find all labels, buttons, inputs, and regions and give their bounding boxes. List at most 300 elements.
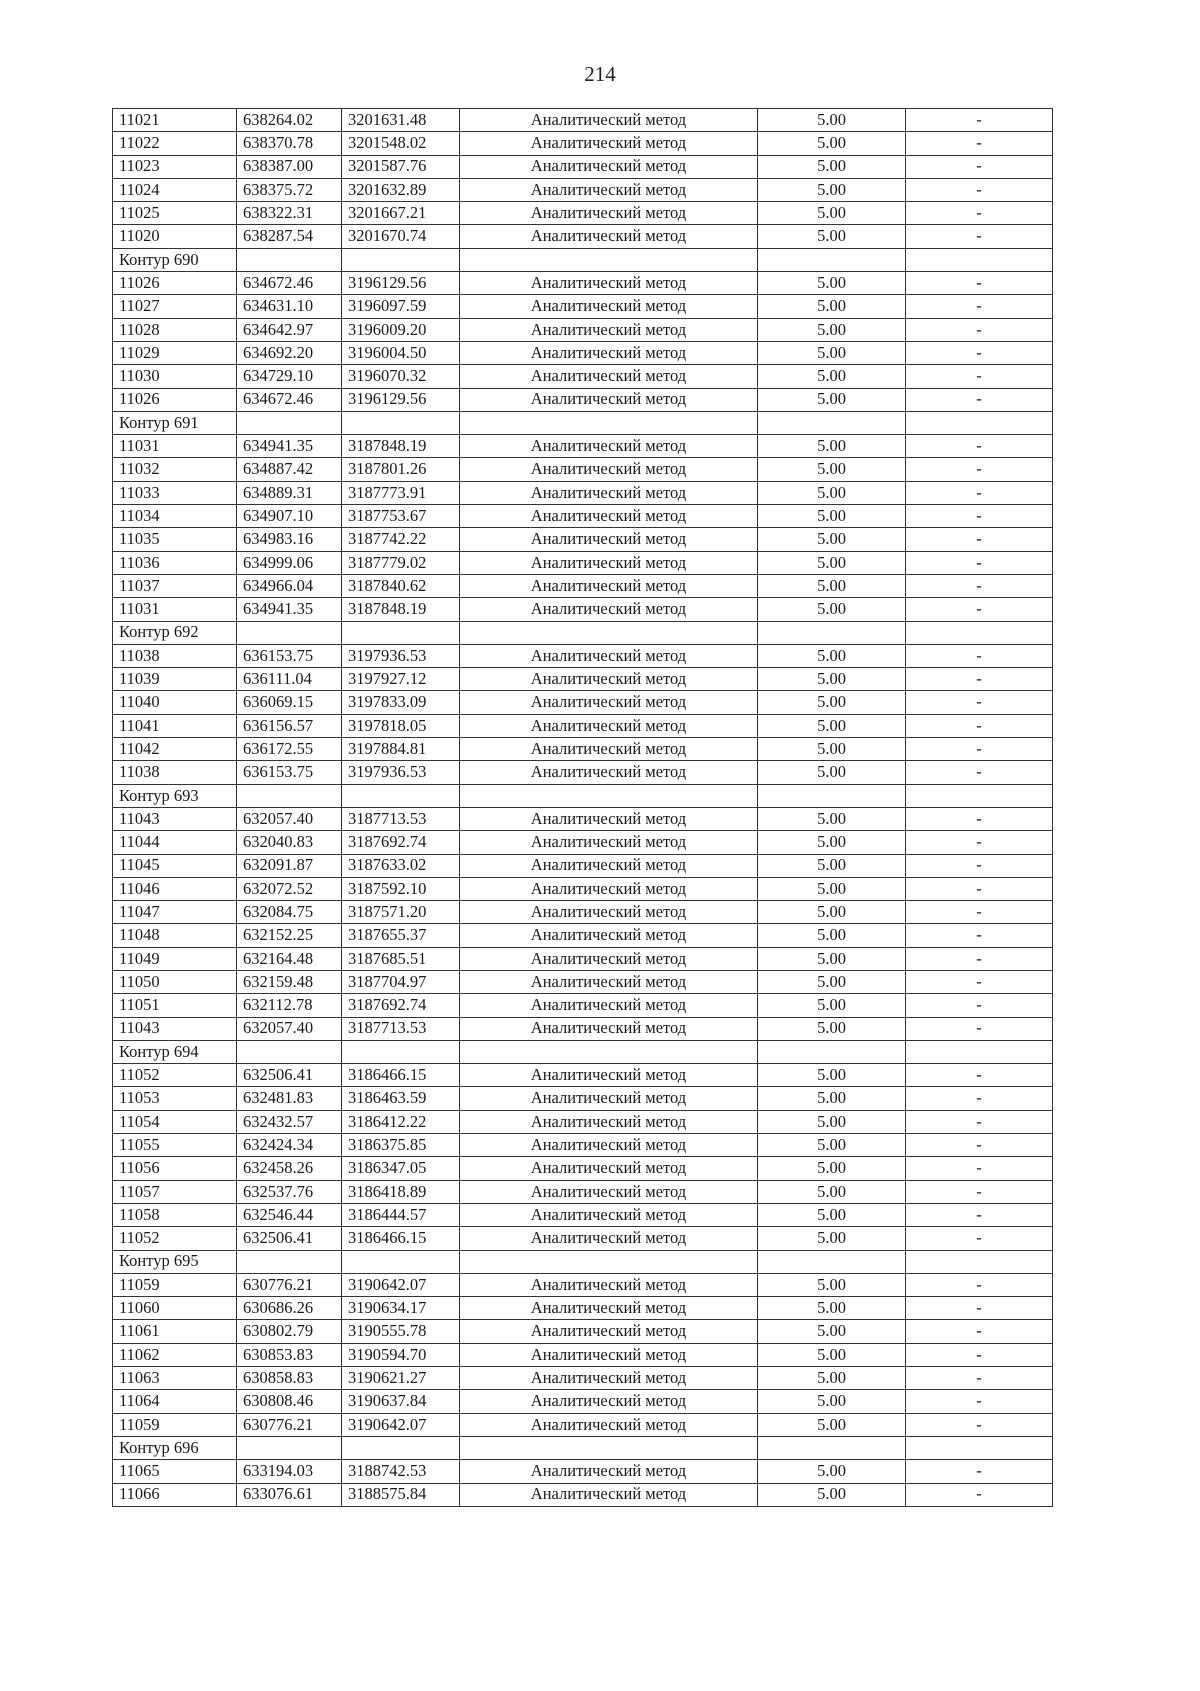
x-coordinate-cell: 630858.83	[237, 1367, 342, 1390]
accuracy-value-cell: 5.00	[758, 1180, 906, 1203]
x-coordinate-cell: 633194.03	[237, 1460, 342, 1483]
accuracy-value-cell: 5.00	[758, 1203, 906, 1226]
accuracy-value-cell: 5.00	[758, 691, 906, 714]
accuracy-value-cell: 5.00	[758, 505, 906, 528]
accuracy-value-cell: 5.00	[758, 1460, 906, 1483]
method-cell: Аналитический метод	[460, 1110, 758, 1133]
point-number-cell: 11032	[113, 458, 237, 481]
y-coordinate-cell: 3190642.07	[342, 1273, 460, 1296]
x-coordinate-cell: 634966.04	[237, 574, 342, 597]
y-coordinate-cell: 3186375.85	[342, 1134, 460, 1157]
point-number-cell: 11059	[113, 1413, 237, 1436]
x-coordinate-cell: 630776.21	[237, 1413, 342, 1436]
y-coordinate-cell: 3197927.12	[342, 668, 460, 691]
point-number-cell: 11052	[113, 1227, 237, 1250]
empty-cell	[342, 784, 460, 807]
contour-label: Контур 692	[113, 621, 237, 644]
table-row	[113, 481, 1053, 504]
contour-label: Контур 693	[113, 784, 237, 807]
accuracy-value-cell: 5.00	[758, 202, 906, 225]
point-number-cell: 11031	[113, 598, 237, 621]
table-row	[113, 109, 1053, 132]
point-number-cell: 11046	[113, 877, 237, 900]
point-number-cell: 11042	[113, 738, 237, 761]
empty-value-cell: -	[906, 807, 1053, 830]
point-number-cell: 11022	[113, 132, 237, 155]
empty-cell	[758, 1040, 906, 1063]
method-cell: Аналитический метод	[460, 1157, 758, 1180]
accuracy-value-cell: 5.00	[758, 1157, 906, 1180]
coordinates-table-body	[113, 109, 1053, 1507]
point-number-cell: 11043	[113, 1017, 237, 1040]
method-cell: Аналитический метод	[460, 1203, 758, 1226]
method-cell: Аналитический метод	[460, 551, 758, 574]
y-coordinate-cell: 3186444.57	[342, 1203, 460, 1226]
table-row	[113, 318, 1053, 341]
x-coordinate-cell: 634907.10	[237, 505, 342, 528]
empty-value-cell: -	[906, 1483, 1053, 1506]
method-cell: Аналитический метод	[460, 970, 758, 993]
point-number-cell: 11031	[113, 435, 237, 458]
y-coordinate-cell: 3187655.37	[342, 924, 460, 947]
x-coordinate-cell: 632040.83	[237, 831, 342, 854]
table-row	[113, 1087, 1053, 1110]
point-number-cell: 11066	[113, 1483, 237, 1506]
method-cell: Аналитический метод	[460, 318, 758, 341]
table-row	[113, 1483, 1053, 1506]
point-number-cell: 11036	[113, 551, 237, 574]
y-coordinate-cell: 3187753.67	[342, 505, 460, 528]
y-coordinate-cell: 3197818.05	[342, 714, 460, 737]
table-row	[113, 272, 1053, 295]
empty-value-cell: -	[906, 551, 1053, 574]
method-cell: Аналитический метод	[460, 901, 758, 924]
x-coordinate-cell: 638322.31	[237, 202, 342, 225]
accuracy-value-cell: 5.00	[758, 225, 906, 248]
accuracy-value-cell: 5.00	[758, 831, 906, 854]
empty-value-cell: -	[906, 1203, 1053, 1226]
y-coordinate-cell: 3201548.02	[342, 132, 460, 155]
point-number-cell: 11029	[113, 341, 237, 364]
x-coordinate-cell: 638264.02	[237, 109, 342, 132]
accuracy-value-cell: 5.00	[758, 807, 906, 830]
x-coordinate-cell: 633076.61	[237, 1483, 342, 1506]
y-coordinate-cell: 3197936.53	[342, 644, 460, 667]
method-cell: Аналитический метод	[460, 202, 758, 225]
point-number-cell: 11060	[113, 1297, 237, 1320]
empty-value-cell: -	[906, 1087, 1053, 1110]
empty-value-cell: -	[906, 1413, 1053, 1436]
y-coordinate-cell: 3186463.59	[342, 1087, 460, 1110]
x-coordinate-cell: 634941.35	[237, 598, 342, 621]
y-coordinate-cell: 3187801.26	[342, 458, 460, 481]
accuracy-value-cell: 5.00	[758, 155, 906, 178]
point-number-cell: 11062	[113, 1343, 237, 1366]
table-row	[113, 598, 1053, 621]
table-row	[113, 877, 1053, 900]
y-coordinate-cell: 3196070.32	[342, 365, 460, 388]
x-coordinate-cell: 632152.25	[237, 924, 342, 947]
point-number-cell: 11044	[113, 831, 237, 854]
empty-value-cell: -	[906, 831, 1053, 854]
empty-cell	[906, 248, 1053, 271]
accuracy-value-cell: 5.00	[758, 1320, 906, 1343]
empty-value-cell: -	[906, 1273, 1053, 1296]
point-number-cell: 11038	[113, 761, 237, 784]
empty-cell	[460, 1250, 758, 1273]
y-coordinate-cell: 3196129.56	[342, 272, 460, 295]
point-number-cell: 11038	[113, 644, 237, 667]
table-row	[113, 178, 1053, 201]
x-coordinate-cell: 632057.40	[237, 1017, 342, 1040]
x-coordinate-cell: 634887.42	[237, 458, 342, 481]
table-row	[113, 761, 1053, 784]
table-row	[113, 644, 1053, 667]
table-row	[113, 1227, 1053, 1250]
method-cell: Аналитический метод	[460, 1227, 758, 1250]
x-coordinate-cell: 632546.44	[237, 1203, 342, 1226]
method-cell: Аналитический метод	[460, 947, 758, 970]
table-row	[113, 505, 1053, 528]
y-coordinate-cell: 3187571.20	[342, 901, 460, 924]
y-coordinate-cell: 3187840.62	[342, 574, 460, 597]
empty-value-cell: -	[906, 458, 1053, 481]
empty-value-cell: -	[906, 1180, 1053, 1203]
point-number-cell: 11058	[113, 1203, 237, 1226]
empty-value-cell: -	[906, 994, 1053, 1017]
accuracy-value-cell: 5.00	[758, 272, 906, 295]
contour-label: Контур 695	[113, 1250, 237, 1273]
accuracy-value-cell: 5.00	[758, 970, 906, 993]
page-number: 214	[584, 62, 616, 86]
accuracy-value-cell: 5.00	[758, 365, 906, 388]
table-row	[113, 1390, 1053, 1413]
y-coordinate-cell: 3187633.02	[342, 854, 460, 877]
empty-cell	[460, 411, 758, 434]
y-coordinate-cell: 3187848.19	[342, 435, 460, 458]
accuracy-value-cell: 5.00	[758, 551, 906, 574]
point-number-cell: 11026	[113, 272, 237, 295]
empty-cell	[906, 1436, 1053, 1459]
y-coordinate-cell: 3187685.51	[342, 947, 460, 970]
empty-value-cell: -	[906, 1110, 1053, 1133]
empty-cell	[460, 1436, 758, 1459]
empty-cell	[460, 1040, 758, 1063]
table-row	[113, 1273, 1053, 1296]
table-row	[113, 1460, 1053, 1483]
empty-value-cell: -	[906, 970, 1053, 993]
x-coordinate-cell: 638375.72	[237, 178, 342, 201]
method-cell: Аналитический метод	[460, 365, 758, 388]
point-number-cell: 11039	[113, 668, 237, 691]
method-cell: Аналитический метод	[460, 877, 758, 900]
table-row	[113, 1320, 1053, 1343]
accuracy-value-cell: 5.00	[758, 1227, 906, 1250]
x-coordinate-cell: 630802.79	[237, 1320, 342, 1343]
point-number-cell: 11048	[113, 924, 237, 947]
x-coordinate-cell: 632057.40	[237, 807, 342, 830]
empty-value-cell: -	[906, 668, 1053, 691]
contour-header-row	[113, 1436, 1053, 1459]
table-row	[113, 831, 1053, 854]
accuracy-value-cell: 5.00	[758, 668, 906, 691]
method-cell: Аналитический метод	[460, 1390, 758, 1413]
y-coordinate-cell: 3190634.17	[342, 1297, 460, 1320]
method-cell: Аналитический метод	[460, 1180, 758, 1203]
point-number-cell: 11063	[113, 1367, 237, 1390]
method-cell: Аналитический метод	[460, 924, 758, 947]
y-coordinate-cell: 3187704.97	[342, 970, 460, 993]
x-coordinate-cell: 634672.46	[237, 272, 342, 295]
contour-label: Контур 696	[113, 1436, 237, 1459]
y-coordinate-cell: 3196097.59	[342, 295, 460, 318]
point-number-cell: 11065	[113, 1460, 237, 1483]
x-coordinate-cell: 634729.10	[237, 365, 342, 388]
x-coordinate-cell: 636153.75	[237, 644, 342, 667]
table-row	[113, 691, 1053, 714]
point-number-cell: 11027	[113, 295, 237, 318]
method-cell: Аналитический метод	[460, 714, 758, 737]
method-cell: Аналитический метод	[460, 598, 758, 621]
empty-value-cell: -	[906, 1343, 1053, 1366]
accuracy-value-cell: 5.00	[758, 1273, 906, 1296]
method-cell: Аналитический метод	[460, 1297, 758, 1320]
table-row	[113, 225, 1053, 248]
accuracy-value-cell: 5.00	[758, 1017, 906, 1040]
method-cell: Аналитический метод	[460, 388, 758, 411]
y-coordinate-cell: 3201632.89	[342, 178, 460, 201]
point-number-cell: 11064	[113, 1390, 237, 1413]
method-cell: Аналитический метод	[460, 1367, 758, 1390]
x-coordinate-cell: 632506.41	[237, 1227, 342, 1250]
empty-value-cell: -	[906, 365, 1053, 388]
y-coordinate-cell: 3187848.19	[342, 598, 460, 621]
empty-cell	[237, 1436, 342, 1459]
empty-cell	[460, 784, 758, 807]
empty-value-cell: -	[906, 225, 1053, 248]
empty-cell	[342, 248, 460, 271]
contour-header-row	[113, 1040, 1053, 1063]
method-cell: Аналитический метод	[460, 994, 758, 1017]
method-cell: Аналитический метод	[460, 1064, 758, 1087]
point-number-cell: 11021	[113, 109, 237, 132]
method-cell: Аналитический метод	[460, 272, 758, 295]
point-number-cell: 11059	[113, 1273, 237, 1296]
table-row	[113, 458, 1053, 481]
point-number-cell: 11041	[113, 714, 237, 737]
method-cell: Аналитический метод	[460, 458, 758, 481]
empty-value-cell: -	[906, 178, 1053, 201]
method-cell: Аналитический метод	[460, 178, 758, 201]
accuracy-value-cell: 5.00	[758, 644, 906, 667]
empty-value-cell: -	[906, 854, 1053, 877]
y-coordinate-cell: 3190555.78	[342, 1320, 460, 1343]
empty-cell	[237, 248, 342, 271]
x-coordinate-cell: 634631.10	[237, 295, 342, 318]
x-coordinate-cell: 632506.41	[237, 1064, 342, 1087]
method-cell: Аналитический метод	[460, 738, 758, 761]
table-row	[113, 341, 1053, 364]
empty-value-cell: -	[906, 947, 1053, 970]
empty-cell	[237, 621, 342, 644]
empty-cell	[342, 1436, 460, 1459]
accuracy-value-cell: 5.00	[758, 1390, 906, 1413]
empty-value-cell: -	[906, 738, 1053, 761]
accuracy-value-cell: 5.00	[758, 1297, 906, 1320]
accuracy-value-cell: 5.00	[758, 994, 906, 1017]
x-coordinate-cell: 636153.75	[237, 761, 342, 784]
empty-value-cell: -	[906, 644, 1053, 667]
point-number-cell: 11061	[113, 1320, 237, 1343]
point-number-cell: 11057	[113, 1180, 237, 1203]
empty-value-cell: -	[906, 295, 1053, 318]
point-number-cell: 11056	[113, 1157, 237, 1180]
empty-value-cell: -	[906, 1017, 1053, 1040]
y-coordinate-cell: 3196004.50	[342, 341, 460, 364]
accuracy-value-cell: 5.00	[758, 854, 906, 877]
empty-cell	[237, 1250, 342, 1273]
empty-cell	[906, 621, 1053, 644]
table-row	[113, 295, 1053, 318]
table-row	[113, 807, 1053, 830]
y-coordinate-cell: 3188742.53	[342, 1460, 460, 1483]
y-coordinate-cell: 3187779.02	[342, 551, 460, 574]
empty-cell	[758, 1250, 906, 1273]
accuracy-value-cell: 5.00	[758, 458, 906, 481]
y-coordinate-cell: 3190637.84	[342, 1390, 460, 1413]
method-cell: Аналитический метод	[460, 1343, 758, 1366]
accuracy-value-cell: 5.00	[758, 714, 906, 737]
point-number-cell: 11040	[113, 691, 237, 714]
method-cell: Аналитический метод	[460, 831, 758, 854]
y-coordinate-cell: 3190594.70	[342, 1343, 460, 1366]
x-coordinate-cell: 630808.46	[237, 1390, 342, 1413]
y-coordinate-cell: 3187692.74	[342, 994, 460, 1017]
x-coordinate-cell: 634672.46	[237, 388, 342, 411]
point-number-cell: 11053	[113, 1087, 237, 1110]
method-cell: Аналитический метод	[460, 1273, 758, 1296]
accuracy-value-cell: 5.00	[758, 738, 906, 761]
method-cell: Аналитический метод	[460, 1017, 758, 1040]
table-row	[113, 365, 1053, 388]
empty-cell	[758, 411, 906, 434]
point-number-cell: 11030	[113, 365, 237, 388]
point-number-cell: 11028	[113, 318, 237, 341]
accuracy-value-cell: 5.00	[758, 1483, 906, 1506]
empty-value-cell: -	[906, 109, 1053, 132]
empty-cell	[237, 411, 342, 434]
x-coordinate-cell: 632481.83	[237, 1087, 342, 1110]
point-number-cell: 11024	[113, 178, 237, 201]
accuracy-value-cell: 5.00	[758, 178, 906, 201]
x-coordinate-cell: 632432.57	[237, 1110, 342, 1133]
empty-value-cell: -	[906, 435, 1053, 458]
accuracy-value-cell: 5.00	[758, 1343, 906, 1366]
empty-value-cell: -	[906, 1297, 1053, 1320]
table-row	[113, 155, 1053, 178]
empty-value-cell: -	[906, 528, 1053, 551]
x-coordinate-cell: 632112.78	[237, 994, 342, 1017]
table-row	[113, 1110, 1053, 1133]
method-cell: Аналитический метод	[460, 1320, 758, 1343]
table-row	[113, 1367, 1053, 1390]
table-row	[113, 1157, 1053, 1180]
y-coordinate-cell: 3197884.81	[342, 738, 460, 761]
table-row	[113, 574, 1053, 597]
y-coordinate-cell: 3187713.53	[342, 1017, 460, 1040]
accuracy-value-cell: 5.00	[758, 901, 906, 924]
method-cell: Аналитический метод	[460, 668, 758, 691]
method-cell: Аналитический метод	[460, 341, 758, 364]
point-number-cell: 11026	[113, 388, 237, 411]
x-coordinate-cell: 638370.78	[237, 132, 342, 155]
empty-cell	[460, 248, 758, 271]
empty-value-cell: -	[906, 155, 1053, 178]
empty-value-cell: -	[906, 924, 1053, 947]
empty-value-cell: -	[906, 761, 1053, 784]
y-coordinate-cell: 3201631.48	[342, 109, 460, 132]
y-coordinate-cell: 3196009.20	[342, 318, 460, 341]
y-coordinate-cell: 3196129.56	[342, 388, 460, 411]
y-coordinate-cell: 3186466.15	[342, 1227, 460, 1250]
accuracy-value-cell: 5.00	[758, 574, 906, 597]
contour-label: Контур 690	[113, 248, 237, 271]
table-row	[113, 551, 1053, 574]
table-row	[113, 947, 1053, 970]
method-cell: Аналитический метод	[460, 644, 758, 667]
empty-value-cell: -	[906, 202, 1053, 225]
point-number-cell: 11043	[113, 807, 237, 830]
y-coordinate-cell: 3201587.76	[342, 155, 460, 178]
table-row	[113, 1203, 1053, 1226]
empty-cell	[342, 1040, 460, 1063]
method-cell: Аналитический метод	[460, 505, 758, 528]
empty-value-cell: -	[906, 1460, 1053, 1483]
y-coordinate-cell: 3187713.53	[342, 807, 460, 830]
x-coordinate-cell: 632458.26	[237, 1157, 342, 1180]
method-cell: Аналитический метод	[460, 574, 758, 597]
method-cell: Аналитический метод	[460, 225, 758, 248]
empty-cell	[758, 248, 906, 271]
point-number-cell: 11037	[113, 574, 237, 597]
x-coordinate-cell: 634999.06	[237, 551, 342, 574]
empty-value-cell: -	[906, 1320, 1053, 1343]
empty-cell	[758, 784, 906, 807]
accuracy-value-cell: 5.00	[758, 318, 906, 341]
accuracy-value-cell: 5.00	[758, 341, 906, 364]
table-row	[113, 1064, 1053, 1087]
method-cell: Аналитический метод	[460, 435, 758, 458]
y-coordinate-cell: 3197833.09	[342, 691, 460, 714]
table-row	[113, 924, 1053, 947]
empty-value-cell: -	[906, 877, 1053, 900]
method-cell: Аналитический метод	[460, 109, 758, 132]
accuracy-value-cell: 5.00	[758, 528, 906, 551]
table-row	[113, 970, 1053, 993]
accuracy-value-cell: 5.00	[758, 435, 906, 458]
x-coordinate-cell: 636069.15	[237, 691, 342, 714]
method-cell: Аналитический метод	[460, 854, 758, 877]
table-row	[113, 435, 1053, 458]
empty-value-cell: -	[906, 1157, 1053, 1180]
table-row	[113, 388, 1053, 411]
x-coordinate-cell: 634642.97	[237, 318, 342, 341]
table-row	[113, 714, 1053, 737]
table-row	[113, 1343, 1053, 1366]
accuracy-value-cell: 5.00	[758, 481, 906, 504]
x-coordinate-cell: 634941.35	[237, 435, 342, 458]
contour-header-row	[113, 411, 1053, 434]
